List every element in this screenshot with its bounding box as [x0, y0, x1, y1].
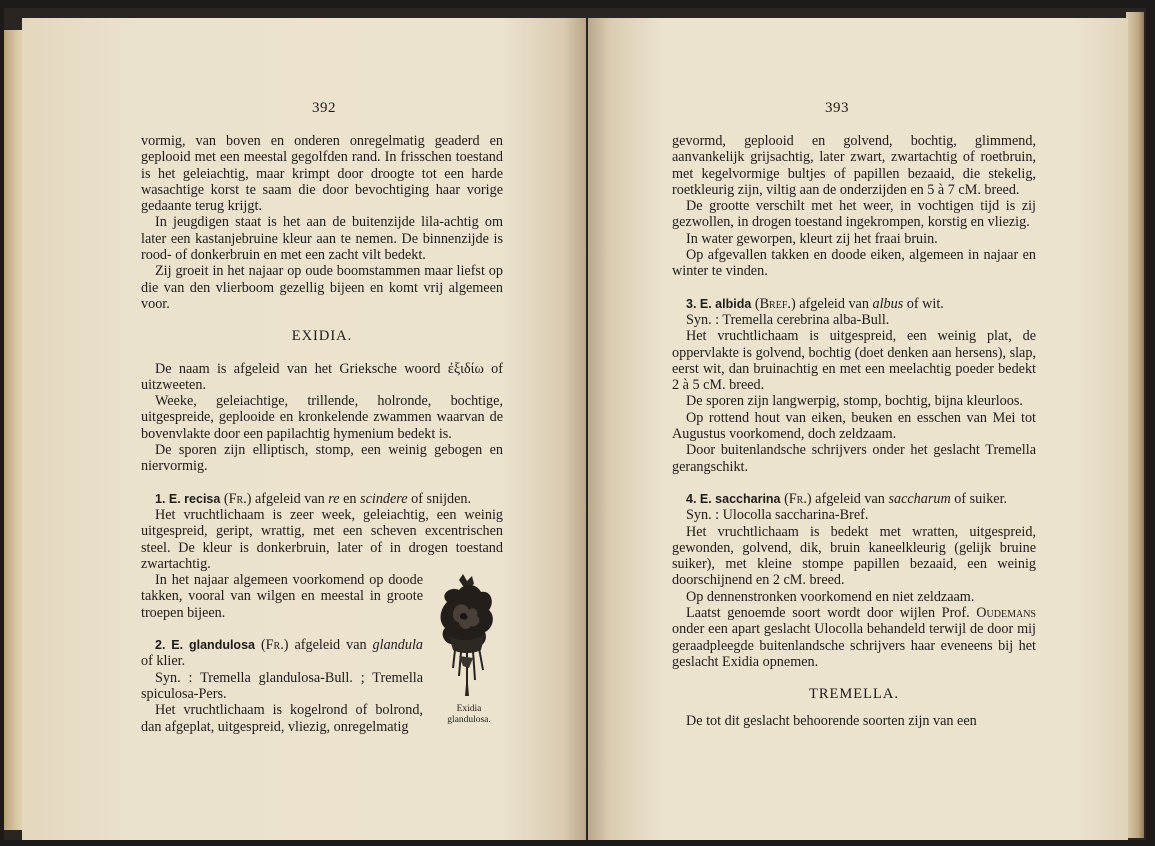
right-page: [588, 18, 1128, 840]
paragraph: De naam is afgeleid van het Grieksche woord ἐξιδίω of uitzweeten.: [141, 360, 503, 393]
latin-word: glandula: [372, 637, 423, 654]
book-edge-right: [1126, 12, 1144, 838]
text: ) afgeleid van: [806, 490, 889, 507]
text: en: [339, 490, 361, 507]
paragraph: De sporen zijn elliptisch, stomp, een weinig gebogen en niervormig.: [141, 442, 503, 475]
paragraph: De tot dit geslacht behoorende soorten zijn van een: [686, 712, 977, 729]
paragraph: In jeugdigen staat is het aan de buitenzijde lila-achtig om later een kastanjebruine kleur aan te nemen. De binnenzijde is rood- of donkerbruin en met een zacht vilt bedekt.: [141, 214, 503, 264]
right-page-text: [672, 133, 1036, 729]
page-number: 393: [825, 100, 849, 116]
section-title-tremella: TREMELLA.: [809, 686, 899, 703]
species-heading-recisa: 1. E. recisa (Fr.) afgeleid van re en scindere of snijden.: [155, 490, 472, 507]
text: of snijden.: [407, 490, 472, 507]
figure-caption-line: glandulosa.: [447, 714, 491, 725]
synonym-line: Syn. : Tremella cerebrina alba-Bull.: [686, 311, 890, 328]
latin-word: re: [328, 490, 340, 507]
paragraph: [672, 605, 1036, 670]
latin-word: scindere: [360, 490, 408, 507]
paragraph: Het vruchtlichaam is bedekt met wratten, uitgespreid, gewonden, golvend, dik, bruin kaneelkleurig (gelijk bruine suiker), met kleine stompe papillen bezaaid, een weinig doorschijnend en 2 cM. breed.: [672, 523, 1036, 589]
figure-caption-line: Exidia: [456, 704, 482, 715]
paragraph: In het najaar algemeen voorkomend op doode takken, vooral van wilgen en meestal in groote troepen bijeen.: [141, 572, 423, 621]
author-abbrev: Bref.: [759, 295, 791, 312]
author-abbrev: Fr.: [228, 490, 247, 507]
text: ) afgeleid van: [790, 295, 873, 312]
latin-word: saccharum: [888, 490, 951, 507]
left-page: [22, 18, 586, 840]
text: of suiker.: [950, 490, 1008, 507]
paragraph: vormig, van boven en onderen onregelmatig geaderd en geplooid met een meestal gegolfden rand. In frisschen toestand is het geleiachtig, maar krimpt door droogte tot een harde wasachtige korst te saam die door bevochtiging haar vorige gedaante terug krijgt.: [141, 133, 503, 215]
species-name: 4. E. saccharina: [686, 491, 781, 506]
species-name: 3. E. albida: [686, 296, 752, 311]
left-page-text: [141, 133, 503, 735]
text: of klier.: [141, 653, 186, 670]
paragraph: Het vruchtlichaam is kogelrond of bolrond, dan afgeplat, uitgespreid, vliezig, onregelmatig: [141, 702, 423, 735]
species-heading-saccharina: 4. E. saccharina (Fr.) afgeleid van saccharum of suiker.: [686, 490, 1008, 507]
paragraph: Op rottend hout van eiken, beuken en esschen van Mei tot Augustus voorkomend, doch zeldzaam.: [672, 409, 1036, 443]
synonym-line: Syn. : Tremella glandulosa-Bull. ; Tremella spiculosa-Pers.: [141, 669, 423, 702]
section-title-exidia: EXIDIA.: [291, 328, 353, 345]
paragraph: De sporen zijn langwerpig, stomp, bochtig, bijna kleurloos.: [686, 393, 1023, 410]
paragraph: gevormd, geplooid en golvend, bochtig, glimmend, aanvankelijk grijsachtig, later zwart, zwartachtig of roetbruin, met kegelvormige bultjes of papillen bezaaid, die stekelig, roetkleurig zijn, viltig aan de onderzijden en 5 à 7 cM. breed.: [672, 133, 1036, 198]
paragraph: Het vruchtlichaam is uitgespreid, een weinig plat, de oppervlakte is golvend, bochtig (doet denken aan hersens), slap, eerst wit, dan bruinachtig en met een meelachtig poeder bedekt 2 à 5 cM. breed.: [672, 328, 1036, 394]
text: of wit.: [903, 295, 944, 312]
paragraph: Weeke, geleiachtige, trillende, holronde, bochtige, uitgespreide, geplooide en kronkelende zwammen waarvan de bovenvlakte door een papilachtig hymenium bedekt is.: [141, 393, 503, 442]
text: ) afgeleid van: [283, 637, 373, 654]
paragraph: In water geworpen, kleurt zij het fraai bruin.: [686, 230, 938, 247]
figure-caption: [429, 704, 509, 725]
text: Laatst genoemde soort wordt door wijlen Prof.: [686, 605, 977, 622]
species-heading-albida: 3. E. albida (Bref.) afgeleid van albus of wit.: [686, 295, 944, 312]
species-heading-glandulosa: 2. E. glandulosa (Fr.) afgeleid van glandula of klier.: [141, 637, 423, 670]
paragraph: Door buitenlandsche schrijvers onder het geslacht Tremella gerangschikt.: [672, 442, 1036, 475]
paragraph: Op afgevallen takken en doode eiken, algemeen in najaar en winter te vinden.: [672, 247, 1036, 280]
author-abbrev: Fr.: [788, 490, 807, 507]
fungus-illustration-icon: [429, 572, 505, 702]
species-name: 1. E. recisa: [155, 491, 221, 506]
species-name: 2. E. glandulosa: [155, 638, 255, 653]
synonym-line: Syn. : Ulocolla saccharina-Bref.: [686, 507, 869, 524]
text: ) afgeleid van: [246, 490, 329, 507]
figure-exidia-glandulosa: [429, 572, 505, 725]
paragraph: Op dennenstronken voorkomend en niet zeldzaam.: [686, 588, 975, 605]
author-name: Oudemans: [976, 605, 1036, 622]
latin-word: albus: [872, 295, 904, 312]
page-number: 392: [312, 100, 336, 116]
paragraph: De grootte verschilt met het weer, in vochtigen tijd is zij gezwollen, in drogen toestand ingekrompen, korstig en vliezig.: [672, 198, 1036, 231]
paragraph: Zij groeit in het najaar op oude boomstammen maar liefst op die van den vlierboom gezellig bijeen en komt vrij algemeen voor.: [141, 263, 503, 312]
open-book: [4, 8, 1146, 840]
paragraph: Het vruchtlichaam is zeer week, geleiachtig, een weinig uitgespreid, geript, wrattig, met een scheven excentrischen steel. De kleur is donkerbruin, later of in drogen toestand zwartachtig.: [141, 506, 503, 572]
text: onder een apart geslacht Ulocolla behandeld terwijl de door mij geraadpleegde buitenlandsche schrijvers haar eveneens bij het geslacht Exidia opnemen.: [672, 621, 1036, 670]
book-edge-left: [4, 30, 24, 830]
author-abbrev: Fr.: [265, 637, 284, 654]
